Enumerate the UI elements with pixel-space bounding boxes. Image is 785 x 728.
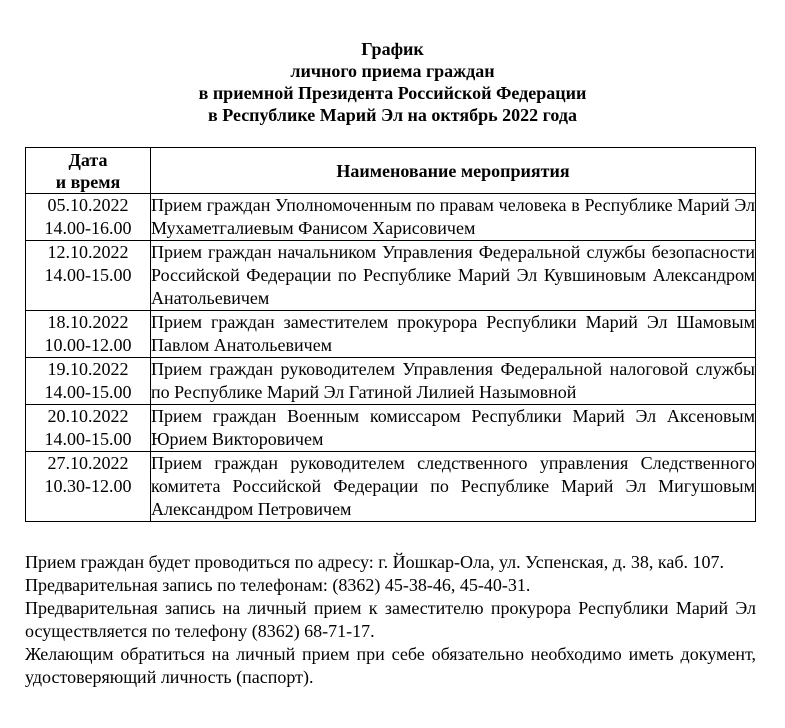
prosecutor-phone-note: Предварительная запись на личный прием к заместителю прокурора Республики Марий Эл осуществляется по телефону (8362) 68-71-17. (25, 598, 756, 641)
address-note: Прием граждан будет проводиться по адресу: г. Йошкар-Ола, ул. Успенская, д. 38, каб. 107. (25, 552, 724, 572)
header-event-name: Наименование мероприятия (151, 148, 756, 194)
table-row (26, 311, 756, 358)
date-time-cell (26, 358, 151, 405)
header-date-line-1: Дата (68, 149, 108, 170)
title-line-3: в приемной Президента Российской Федерации (198, 83, 587, 103)
footer-notes (25, 551, 756, 689)
date-time-cell (26, 241, 151, 311)
row-time: 14.00-15.00 (44, 429, 132, 449)
row-event: Прием граждан руководителем следственного управления Следственного комитета Российской Федерации по Республике Марий Эл Мигушовым Александром Петровичем (151, 452, 756, 522)
row-event: Прием граждан Военным комиссаром Республики Марий Эл Аксеновым Юрием Викторовичем (151, 405, 756, 452)
table-row (26, 405, 756, 452)
row-time: 14.00-15.00 (44, 382, 132, 402)
row-event: Прием граждан руководителем Управления Федеральной налоговой службы по Республике Марий Эл Гатиной Лилией Назымовной (151, 358, 756, 405)
row-time: 10.00-12.00 (44, 335, 132, 355)
document-note: Желающим обратиться на личный прием при себе обязательно необходимо иметь документ, удостоверяющий личность (паспорт). (25, 644, 756, 687)
row-date: 05.10.2022 (47, 195, 129, 215)
document-title (0, 38, 785, 126)
table-row (26, 194, 756, 241)
title-line-1: График (361, 39, 424, 59)
row-time: 14.00-16.00 (44, 218, 132, 238)
row-date: 20.10.2022 (47, 406, 129, 426)
title-line-2: личного приема граждан (290, 61, 495, 81)
date-time-cell (26, 452, 151, 522)
title-line-4: в Республике Марий Эл на октябрь 2022 года (208, 105, 577, 125)
date-time-cell (26, 405, 151, 452)
row-date: 18.10.2022 (47, 312, 129, 332)
table-row (26, 452, 756, 522)
row-event: Прием граждан Уполномоченным по правам человека в Республике Марий Эл Мухаметгалиевым Фанисом Харисовичем (151, 194, 756, 241)
phones-note: Предварительная запись по телефонам: (8362) 45-38-46, 45-40-31. (25, 575, 531, 595)
table-header-row (26, 148, 756, 194)
row-date: 27.10.2022 (47, 453, 129, 473)
row-time: 14.00-15.00 (44, 265, 132, 285)
schedule-table (25, 147, 756, 522)
table-row (26, 241, 756, 311)
header-date-time (26, 148, 151, 194)
row-date: 19.10.2022 (47, 359, 129, 379)
row-event: Прием граждан заместителем прокурора Республики Марий Эл Шамовым Павлом Анатольевичем (151, 311, 756, 358)
row-event: Прием граждан начальником Управления Федеральной службы безопасности Российской Федерации по Республике Марий Эл Кувшиновым Александром Анатольевичем (151, 241, 756, 311)
header-date-line-2: и время (55, 171, 121, 192)
date-time-cell (26, 311, 151, 358)
row-time: 10.30-12.00 (44, 476, 132, 496)
row-date: 12.10.2022 (47, 242, 129, 262)
table-row (26, 358, 756, 405)
date-time-cell (26, 194, 151, 241)
